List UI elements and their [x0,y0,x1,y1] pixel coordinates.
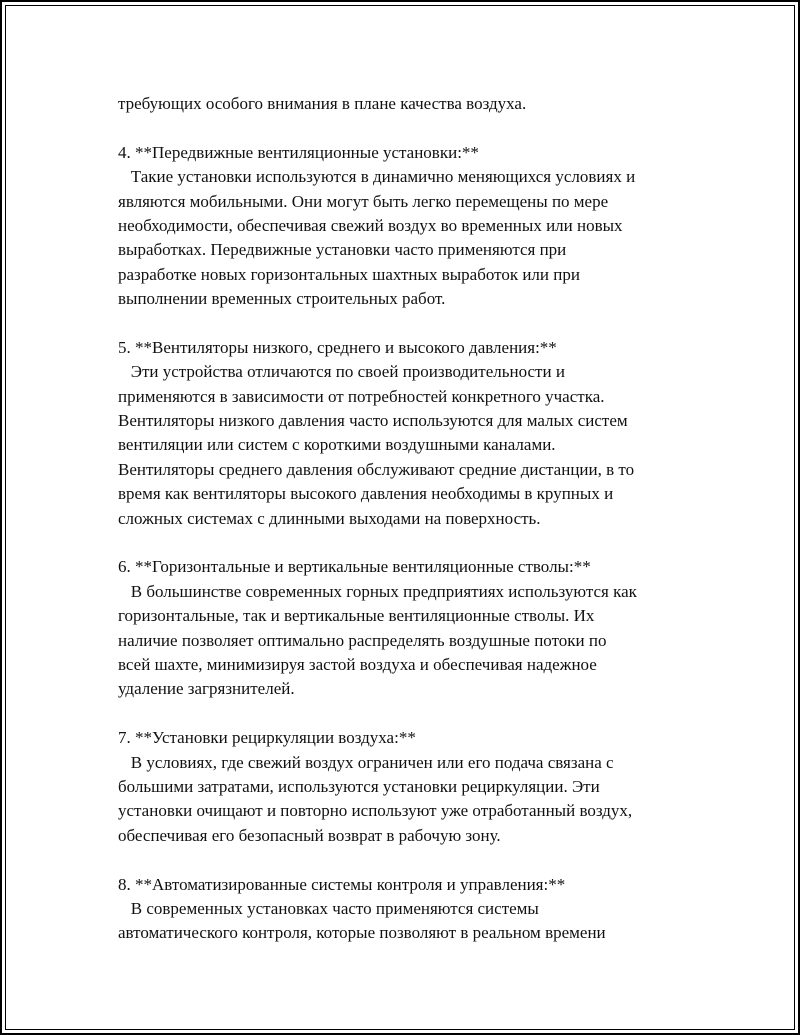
paragraph-line: В большинстве современных горных предприятиях используются как [118,581,637,601]
paragraph-line: являются мобильными. Они могут быть легко перемещены по мере [118,191,609,211]
paragraph-gap [118,531,718,555]
paragraph-line: удаление загрязнителей. [118,679,295,699]
section-heading-6: 6. **Горизонтальные и вертикальные вентиляционные стволы:** [118,557,591,577]
paragraph-line: всей шахте, минимизируя застой воздуха и обеспечивая надежное [118,654,597,674]
paragraph-line: горизонтальные, так и вертикальные вентиляционные стволы. Их [118,606,595,626]
paragraph-line: разработке новых горизонтальных шахтных выработок или при [118,264,580,284]
paragraph-line: время как вентиляторы высокого давления необходимы в крупных и [118,484,614,504]
section-heading-5: 5. **Вентиляторы низкого, среднего и высокого давления:** [118,337,557,357]
paragraph-line: применяются в зависимости от потребностей конкретного участка. [118,386,605,406]
paragraph-line: Вентиляторы среднего давления обслуживают средние дистанции, в то [118,459,635,479]
paragraph-gap [118,312,718,336]
section-heading-4: 4. **Передвижные вентиляционные установки:** [118,142,479,162]
paragraph-line: автоматического контроля, которые позволяют в реальном времени [118,923,606,943]
paragraph-line: Вентиляторы низкого давления часто используются для малых систем [118,411,628,431]
paragraph-gap [118,848,718,872]
paragraph-line: Эти устройства отличаются по своей производительности и [118,362,565,382]
paragraph-line: необходимости, обеспечивая свежий воздух во временных или новых [118,215,623,235]
paragraph-line: В современных установках часто применяются системы [118,898,539,918]
paragraph-line: Такие установки используются в динамично меняющихся условиях и [118,167,636,187]
paragraph-line: установки очищают и повторно используют уже отработанный воздух, [118,801,633,821]
section-heading-8: 8. **Автоматизированные системы контроля и управления:** [118,874,566,894]
paragraph-line: В условиях, где свежий воздух ограничен или его подача связана с [118,752,614,772]
paragraph-line: требующих особого внимания в плане качества воздуха. [118,94,527,113]
document-body [118,92,718,946]
paragraph-gap [118,116,718,140]
paragraph-line: наличие позволяет оптимально распределять воздушные потоки по [118,630,607,650]
paragraph-gap [118,702,718,726]
paragraph-line: выполнении временных строительных работ. [118,289,446,309]
paragraph-line: обеспечивая его безопасный возврат в рабочую зону. [118,825,501,845]
paragraph-line: сложных системах с длинными выходами на поверхность. [118,508,541,528]
paragraph-line: вентиляции или систем с короткими воздушными каналами. [118,435,556,455]
section-heading-7: 7. **Установки рециркуляции воздуха:** [118,728,416,748]
paragraph-line: большими затратами, используются установки рециркуляции. Эти [118,776,600,796]
paragraph-line: выработках. Передвижные установки часто применяются при [118,240,567,260]
